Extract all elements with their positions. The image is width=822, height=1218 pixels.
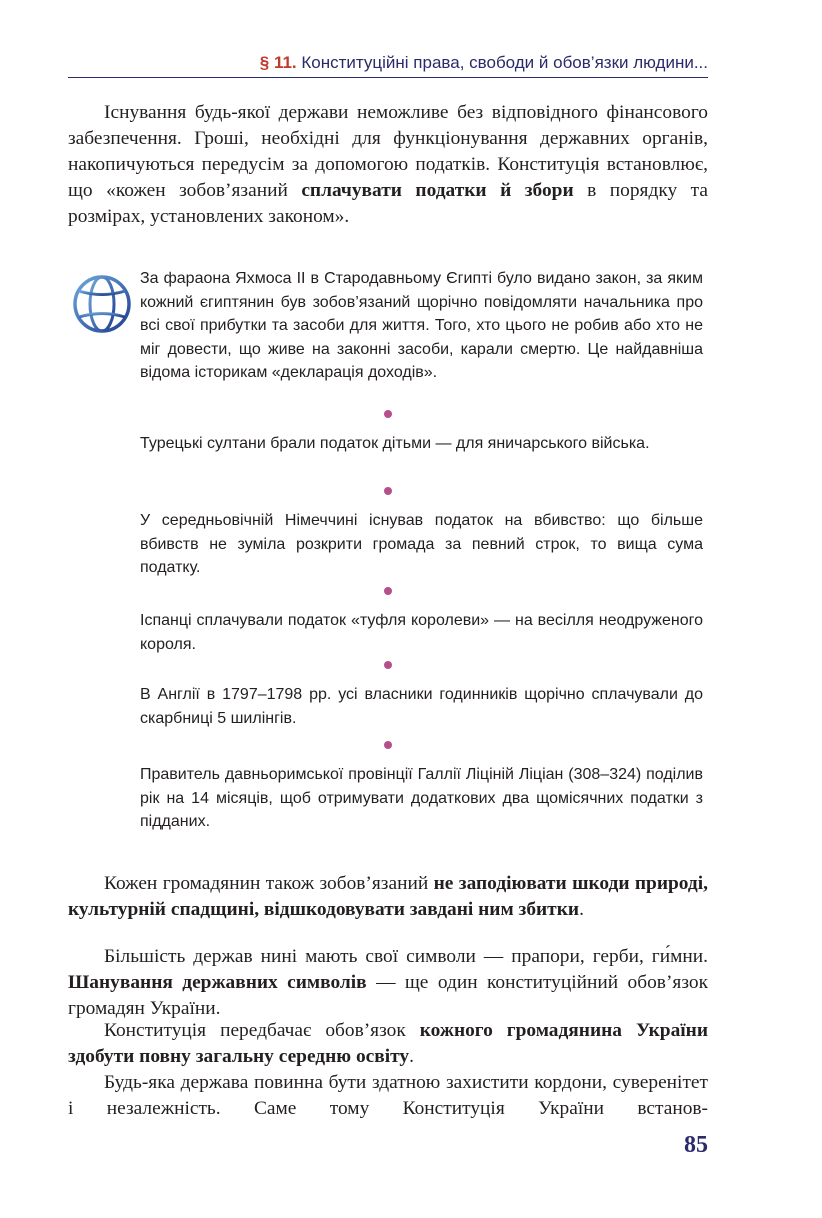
section-number: § 11. bbox=[259, 53, 297, 72]
intro-paragraph: Існування будь-якої держави неможливе без відповідного фінансового забезпечення. Гроші, необхідні для функціонування державних органів, накопичуються передусім за допомогою податків. Конституція встановлює, що «кожен зобов’язаний сплачувати податки й збори в порядку та розмірах, установлених законом». bbox=[68, 102, 708, 227]
globe-icon bbox=[72, 274, 132, 334]
education-paragraph: Конституція передбачає обов’язок кожного громадянина України здобути повну загальну середню освіту. bbox=[68, 1020, 708, 1067]
dot-separator bbox=[384, 410, 392, 418]
dot-separator bbox=[384, 587, 392, 595]
dot-separator bbox=[384, 741, 392, 749]
fact-item: Турецькі султани брали податок дітьми — для яничарського війська. bbox=[140, 435, 650, 452]
fact-item: В Англії в 1797–1798 рр. усі власники годинників щорічно сплачували до скарбниці 5 шилінгів. bbox=[140, 686, 703, 727]
defense-paragraph: Будь-яка держава повинна бути здатною захистити кордони, суверенітет і незалежність. Саме тому Конституція України встанов- bbox=[68, 1072, 708, 1119]
dot-separator bbox=[384, 487, 392, 495]
dot-separator bbox=[384, 661, 392, 669]
page-number: 85 bbox=[684, 1132, 708, 1158]
nature-paragraph: Кожен громадянин також зобов’язаний не заподіювати шкоди природі, культурній спадщині, відшкодовувати завдані ним збитки. bbox=[68, 873, 708, 920]
symbols-paragraph: Більшість держав нині мають свої символи — прапори, герби, ги́мни. Шанування державних символів — ще один конституційний обов’язок громадян України. bbox=[68, 946, 708, 1019]
section-title: Конституційні права, свободи й обов’язки людини... bbox=[301, 53, 708, 72]
running-header bbox=[68, 50, 708, 78]
fact-item: У середньовічній Німеччині існував податок на вбивство: що більше вбивств не зуміла розкрити громада за певний строк, то вища сума податку. bbox=[140, 512, 703, 577]
fact-item: Іспанці сплачували податок «туфля королеви» — на весілля неодруженого короля. bbox=[140, 612, 703, 653]
fact-item: Правитель давньоримської провінції Галлії Ліціній Ліціан (308–324) поділив рік на 14 місяців, щоб отримувати додаткових два щомісячних податки з підданих. bbox=[140, 766, 703, 831]
fact-item: За фараона Яхмоса ІІ в Стародавньому Єгипті було видано закон, за яким кожний єгиптянин був зобов’язаний щорічно повідомляти начальника про всі свої прибутки та засоби для життя. Того, хто цього не робив або хто не міг довести, що живе на законні засоби, карали смертю. Це найдавніша відома історикам «декларація доходів». bbox=[140, 270, 703, 382]
